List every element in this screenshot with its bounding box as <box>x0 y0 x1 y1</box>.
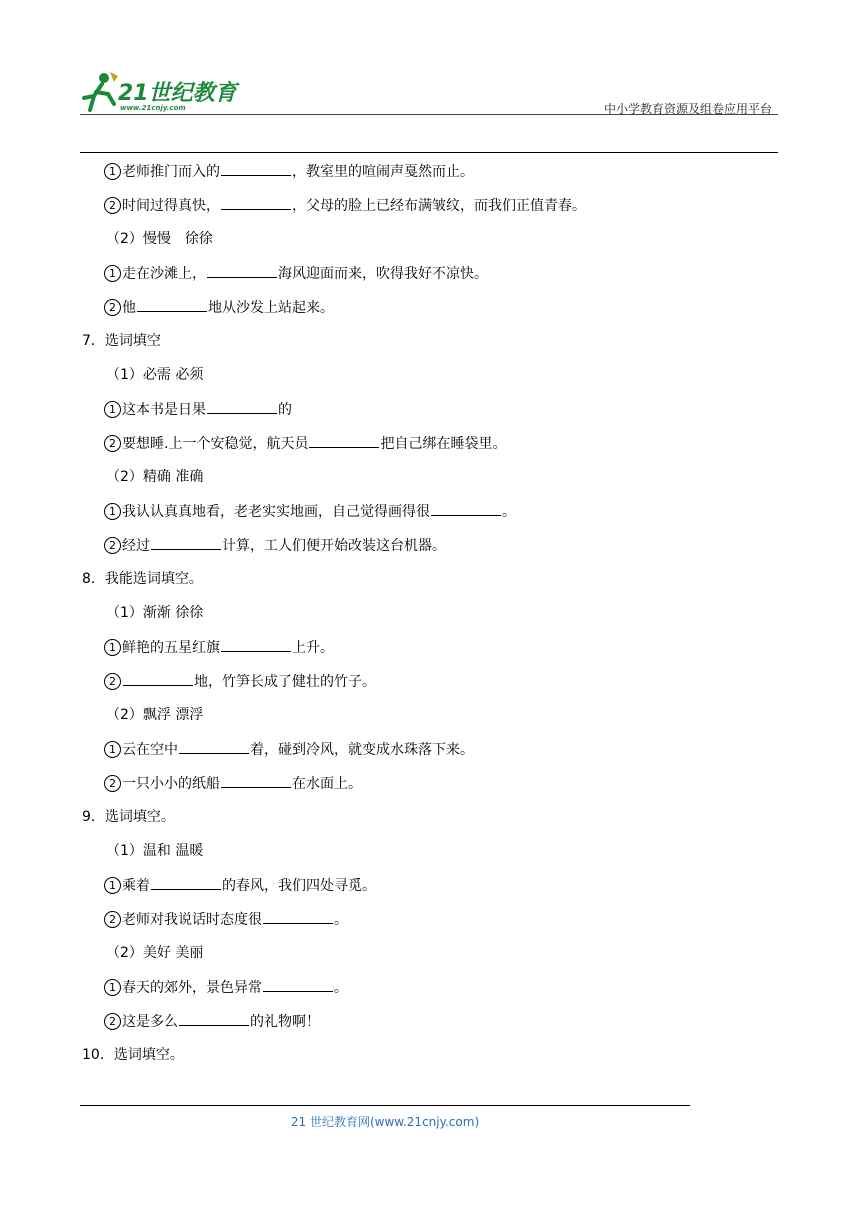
word-pair-heading: （2）精确 准确 <box>106 469 204 485</box>
item-text-after: 在水面上。 <box>292 776 362 792</box>
item-text-after: 。 <box>334 980 348 996</box>
page-footer <box>0 1113 860 1130</box>
item-text-before: 老师推门而入的 <box>122 164 220 180</box>
item-number: 1 <box>104 741 121 758</box>
item-text-after: 的春风，我们四处寻觅。 <box>222 878 376 894</box>
item-number: 2 <box>104 1013 121 1030</box>
fill-blank-item <box>104 161 474 182</box>
answer-blank[interactable] <box>263 909 333 924</box>
answer-blank[interactable] <box>309 433 379 448</box>
answer-blank[interactable] <box>221 161 291 176</box>
item-number: 1 <box>104 401 121 418</box>
word-pair-heading: （2）美好 美丽 <box>106 945 204 961</box>
fill-blank-item <box>104 297 334 318</box>
question-heading: 7．选词填空 <box>82 333 161 349</box>
item-text-before: 走在沙滩上， <box>122 266 206 282</box>
answer-blank[interactable] <box>137 297 207 312</box>
answer-blank[interactable] <box>221 773 291 788</box>
item-number: 1 <box>104 639 121 656</box>
fill-blank-item <box>104 773 362 794</box>
answer-blank[interactable] <box>221 195 291 210</box>
word-pair-heading: （2）慢慢 徐徐 <box>106 231 213 247</box>
fill-blank-item <box>104 637 334 658</box>
fill-blank-item <box>104 433 506 454</box>
item-number: 2 <box>104 299 121 316</box>
item-number: 2 <box>104 775 121 792</box>
answer-blank[interactable] <box>151 875 221 890</box>
logo-url: www.21cnjy.com <box>120 104 186 112</box>
platform-title: 中小学教育资源及组卷应用平台 <box>603 102 772 116</box>
item-number: 2 <box>104 197 121 214</box>
answer-blank[interactable] <box>431 501 501 516</box>
item-text-after: 的 <box>278 402 292 418</box>
answer-blank[interactable] <box>221 637 291 652</box>
item-text-after: 上升。 <box>292 640 334 656</box>
footer-divider <box>80 1105 690 1106</box>
item-text-after: 。 <box>334 912 348 928</box>
item-text-after: 着，碰到冷风，就变成水珠落下来。 <box>250 742 474 758</box>
fill-blank-item <box>104 1011 320 1032</box>
item-text-before: 这是多么 <box>122 1014 178 1030</box>
item-text-after: ，父母的脸上已经布满皱纹，而我们正值青春。 <box>292 198 586 214</box>
item-text-after: 海风迎面而来，吹得我好不凉快。 <box>278 266 488 282</box>
question-heading: 10．选词填空。 <box>82 1047 184 1063</box>
item-text-before: 时间过得真快， <box>122 198 220 214</box>
runner-logo-icon <box>80 70 120 114</box>
item-text-before: 老师对我说话时态度很 <box>122 912 262 928</box>
fill-blank-item <box>104 875 376 896</box>
logo-text: 21世纪教育 <box>118 81 237 106</box>
fill-blank-item <box>104 909 348 930</box>
item-text-before: 这本书是日果 <box>122 402 206 418</box>
item-text-after: 把自己绑在睡袋里。 <box>380 436 507 452</box>
question-heading: 8．我能选词填空。 <box>82 571 203 587</box>
item-number: 2 <box>104 435 121 452</box>
item-text-before: 他 <box>122 300 136 316</box>
item-number: 1 <box>104 503 121 520</box>
item-number: 1 <box>104 265 121 282</box>
item-text-after: 地，竹笋长成了健壮的竹子。 <box>194 674 376 690</box>
fill-blank-item <box>104 739 474 760</box>
answer-blank[interactable] <box>207 399 277 414</box>
item-number: 1 <box>104 163 121 180</box>
page-header <box>80 62 778 118</box>
item-number: 1 <box>104 979 121 996</box>
item-text-before: 鲜艳的五星红旗 <box>122 640 220 656</box>
fill-blank-item <box>104 977 348 998</box>
item-number: 2 <box>104 911 121 928</box>
fill-blank-item <box>104 501 516 522</box>
item-text-before: 一只小小的纸船 <box>122 776 220 792</box>
fill-blank-item <box>104 263 488 284</box>
item-text-before: 春天的郊外，景色异常 <box>122 980 262 996</box>
item-text-after: 地从沙发上站起来。 <box>208 300 334 316</box>
item-number: 2 <box>104 673 121 690</box>
answer-blank[interactable] <box>263 977 333 992</box>
answer-blank[interactable] <box>151 535 221 550</box>
answer-blank[interactable] <box>179 739 249 754</box>
item-text-before: 云在空中 <box>122 742 178 758</box>
item-text-before: 我认认真真地看，老老实实地画，自己觉得画得很 <box>122 504 430 520</box>
item-number: 1 <box>104 877 121 894</box>
word-pair-heading: （2）飘浮 漂浮 <box>106 707 204 723</box>
fill-blank-item <box>104 671 376 692</box>
header-divider <box>80 114 778 115</box>
answer-blank[interactable] <box>179 1011 249 1026</box>
header-divider-secondary <box>80 152 778 153</box>
fill-blank-item <box>104 399 292 420</box>
item-number: 2 <box>104 537 121 554</box>
fill-blank-item <box>104 535 446 556</box>
answer-blank[interactable] <box>207 263 277 278</box>
item-text-before: 乘着 <box>122 878 150 894</box>
item-text-before: 要想睡.上一个安稳觉，航天员 <box>122 436 309 452</box>
fill-blank-item <box>104 195 586 216</box>
item-text-after: ，教室里的喧闹声戛然而止。 <box>292 164 474 180</box>
item-text-after: 计算，工人们便开始改装这台机器。 <box>222 538 446 554</box>
item-text-after: 的礼物啊！ <box>250 1014 320 1030</box>
item-text-after: 。 <box>502 504 516 520</box>
word-pair-heading: （1）渐渐 徐徐 <box>106 605 204 621</box>
word-pair-heading: （1）必需 必须 <box>106 367 204 383</box>
footer-text: 21 世纪教育网(www.21cnjy.com) <box>290 1115 480 1129</box>
item-text-before: 经过 <box>122 538 150 554</box>
answer-blank[interactable] <box>123 671 193 686</box>
logo <box>80 70 250 114</box>
question-heading: 9．选词填空。 <box>82 809 175 825</box>
word-pair-heading: （1）温和 温暖 <box>106 843 204 859</box>
